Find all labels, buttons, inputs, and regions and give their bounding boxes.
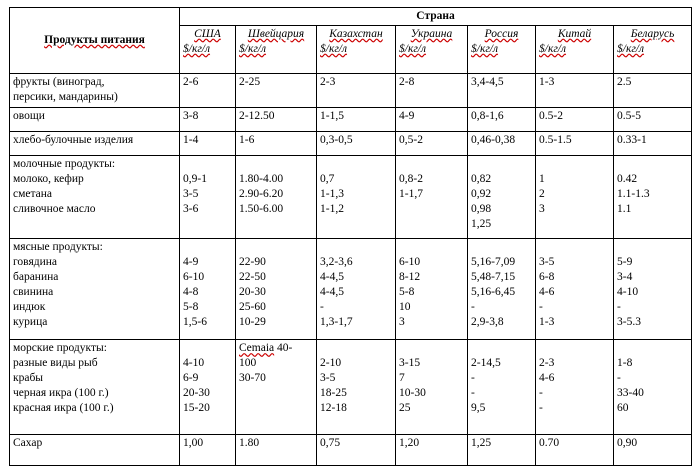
price-value: 7 [399,372,405,385]
price-cell-usa [180,239,236,340]
price-cell-ukraine [396,156,468,239]
price-value [539,157,610,172]
price-cell-belarus [614,108,692,132]
price-cell-china [536,340,614,435]
price-cell-switzerland [236,340,317,435]
price-value [617,157,688,172]
country-header-china [536,26,614,74]
product-name: овощи [13,110,45,123]
price-value: 0.42 [617,173,638,186]
price-value: 0.33-1 [617,134,647,147]
price-value: 2-10 [320,357,342,370]
price-value [399,157,464,172]
products-header: Продукты питания [10,8,180,74]
price-cell-usa [180,74,236,108]
product-name: морские продукты: [13,342,107,355]
price-cell-usa [180,434,236,465]
product-subitem: баранина [13,271,59,284]
price-value [471,240,532,255]
price-cell-russia [468,74,536,108]
price-cell-usa [180,132,236,156]
price-value: 0,98 [471,203,492,216]
price-value: 3-6 [183,203,199,216]
price-value: 1-3 [539,76,555,88]
price-value: 1 [539,173,545,186]
price-cell-russia [468,132,536,156]
product-subitem: черная икра (100 г.) [13,387,109,400]
price-cell-belarus [614,132,692,156]
price-value: 20-30 [183,387,210,400]
price-value [617,341,688,356]
price-cell-china [536,434,614,465]
price-value [239,157,313,172]
price-value: 1-3 [539,316,555,329]
price-value: 10 [399,301,411,314]
price-value: 3-8 [183,110,199,123]
price-value: 1.1-1.3 [617,188,650,201]
product-name: хлебо-булочные изделия [13,134,134,147]
price-value: - [617,301,621,314]
price-value: 3-5.3 [617,316,641,329]
product-subitem: разные виды рыб [13,357,98,370]
price-cell-ukraine [396,434,468,465]
price-value: 5,16-7,09 [471,256,516,269]
price-value: 9,5 [471,402,486,415]
price-value: Cemaia 40- [239,342,293,355]
price-cell-switzerland [236,108,317,132]
food-prices-table [9,7,692,466]
table-row-seafood [10,340,692,435]
price-value: 4-10 [617,286,639,299]
price-value: 3-5 [539,256,555,269]
price-value: 3,4-4,5 [471,76,504,88]
country-name: Россия [484,28,519,40]
price-value: 1,5-6 [183,316,207,329]
price-value: 4-9 [399,110,415,123]
price-value: 18-25 [320,387,347,400]
header-row-top [10,8,692,26]
price-unit: $/кг/л [399,43,427,55]
price-value: 1-1,3 [320,188,344,201]
price-value: 33-40 [617,387,644,400]
table-row-fruits [10,74,692,108]
price-cell-belarus [614,434,692,465]
price-cell-china [536,74,614,108]
country-name: США [194,28,221,40]
price-value: 8-12 [399,271,421,284]
price-cell-ukraine [396,340,468,435]
product-cell [10,434,180,465]
price-cell-china [536,108,614,132]
country-header-kazakhstan [317,26,396,74]
price-value: 1,3-1,7 [320,316,353,329]
price-value: 2-12.50 [239,110,275,123]
product-subitem: курица [13,316,48,329]
table-body [10,74,692,466]
price-value: 3-15 [399,357,421,370]
price-cell-belarus [614,340,692,435]
price-value: 1,25 [471,218,492,231]
price-value: 25 [399,402,411,415]
product-subitem: персики, мандарины) [13,91,118,103]
product-subitem: крабы [13,372,44,385]
price-value: 2 [539,188,545,201]
price-value: 0,3-0,5 [320,134,353,147]
price-value: 4-10 [183,357,205,370]
price-value: 0.5-2 [539,110,563,123]
price-value: - [539,387,543,400]
price-value: 6-10 [399,256,421,269]
country-header-belarus [614,26,692,74]
country-name: Беларусь [630,28,675,40]
price-cell-usa [180,156,236,239]
price-cell-kazakhstan [317,156,396,239]
country-name: Швейцария [247,28,305,40]
product-subitem: сметана [13,188,53,201]
price-value: 0,46-0,38 [471,134,516,147]
price-value [399,240,464,255]
price-value: - [471,387,475,400]
price-cell-china [536,156,614,239]
product-cell [10,156,180,239]
price-value: - [617,372,621,385]
table-row-vegetables [10,108,692,132]
price-value [320,157,392,172]
price-value: 6-8 [539,271,555,284]
price-value: 60 [617,402,629,415]
price-value: 5,16-6,45 [471,286,516,299]
price-value: 4-6 [539,286,555,299]
price-value: 4-8 [183,286,199,299]
price-cell-usa [180,108,236,132]
price-cell-ukraine [396,74,468,108]
price-value: 0,82 [471,173,492,186]
product-name: фрукты (виноград, [13,76,105,88]
price-value: 10-30 [399,387,426,400]
price-value: 25-60 [239,301,266,314]
price-unit: $/кг/л [183,43,211,55]
country-header-switzerland [236,26,317,74]
price-value: 2-3 [539,357,555,370]
price-value [183,240,232,255]
price-value: 1-6 [239,134,255,147]
price-value: 4-9 [183,256,199,269]
price-value: 5-9 [617,256,633,269]
price-cell-switzerland [236,239,317,340]
price-value: 3 [399,316,405,329]
price-cell-switzerland [236,74,317,108]
price-value: 3-5 [183,188,199,201]
price-cell-russia [468,108,536,132]
price-cell-ukraine [396,108,468,132]
price-cell-russia [468,434,536,465]
price-value: 0,90 [617,436,638,449]
price-value [617,240,688,255]
price-value: 1.80-4.00 [239,173,284,186]
price-value: 3 [539,203,545,216]
price-value: 5,48-7,15 [471,271,516,284]
country-header-ukraine [396,26,468,74]
price-cell-china [536,239,614,340]
price-value: 2-25 [239,76,261,88]
price-cell-russia [468,340,536,435]
price-value: 0.5-5 [617,110,641,123]
price-cell-kazakhstan [317,239,396,340]
product-name: мясные продукты: [13,241,103,254]
price-value: 2.90-6.20 [239,188,284,201]
product-cell [10,74,180,108]
price-cell-kazakhstan [317,74,396,108]
price-value [399,341,464,356]
product-name: Сахар [13,436,43,449]
price-value [471,157,532,172]
price-value: 0.70 [539,436,560,449]
price-unit: $/кг/л [617,43,645,55]
price-value: 1-8 [617,357,633,370]
price-value: 0,5-2 [399,134,423,147]
country-header: Страна [180,8,692,26]
price-value: 30-70 [239,372,266,385]
price-value: 4-4,5 [320,286,344,299]
price-value: 20-30 [239,286,266,299]
price-value: 10-29 [239,316,266,329]
price-cell-ukraine [396,132,468,156]
price-value [183,341,232,356]
price-value: 0,9-1 [183,173,207,186]
product-subitem: молоко, кефир [13,173,84,186]
price-unit: $/кг/л [539,43,567,55]
price-value: 6-10 [183,271,205,284]
price-value [320,341,392,356]
price-value [539,240,610,255]
price-unit: $/кг/л [471,43,499,55]
price-cell-ukraine [396,239,468,340]
price-cell-belarus [614,239,692,340]
price-value: 2-6 [183,76,199,88]
price-value: 1-1,7 [399,188,423,201]
price-cell-usa [180,340,236,435]
price-cell-kazakhstan [317,132,396,156]
country-name: Казахстан [329,28,383,40]
price-value: 2-14,5 [471,357,501,370]
table-row-dairy [10,156,692,239]
table-row-sugar [10,434,692,465]
price-value: 3-5 [320,372,336,385]
price-value: - [320,301,324,314]
price-value: 1.50-6.00 [239,203,284,216]
price-value: - [539,402,543,415]
price-value: 0,75 [320,436,341,449]
price-value [539,341,610,356]
price-cell-china [536,132,614,156]
table-row-bakery [10,132,692,156]
price-value: 5-8 [399,286,415,299]
product-cell [10,132,180,156]
price-cell-kazakhstan [317,108,396,132]
price-value: 1-1,5 [320,110,344,123]
price-cell-russia [468,239,536,340]
price-value: 0,7 [320,173,335,186]
price-value: 0,8-1,6 [471,110,504,123]
price-value: 100 [239,357,257,370]
price-value: 22-90 [239,256,266,269]
price-value: 4-6 [539,372,555,385]
price-value [320,240,392,255]
product-cell [10,108,180,132]
product-name: молочные продукты: [13,158,116,171]
price-value: 1-1,2 [320,203,344,216]
country-header-russia [468,26,536,74]
price-cell-switzerland [236,156,317,239]
price-value: 1-4 [183,134,199,147]
price-value: 6-9 [183,372,199,385]
price-cell-kazakhstan [317,340,396,435]
price-value: 12-18 [320,402,347,415]
price-value: - [471,301,475,314]
product-subitem: красная икра (100 г.) [13,402,114,415]
product-subitem: говядина [13,256,58,269]
price-value [239,240,313,255]
product-cell [10,340,180,435]
price-value: 1,00 [183,436,204,449]
price-cell-belarus [614,156,692,239]
price-cell-switzerland [236,132,317,156]
price-value: 0,92 [471,188,492,201]
price-value: 0,8-2 [399,173,423,186]
country-name: Украина [410,28,453,40]
product-subitem: индюк [13,301,46,314]
price-value: 5-8 [183,301,199,314]
price-value: 3,2-3,6 [320,256,353,269]
price-value: 22-50 [239,271,266,284]
price-value [399,202,464,217]
price-cell-kazakhstan [317,434,396,465]
price-value: 2-3 [320,76,336,88]
price-value: - [539,301,543,314]
price-value: 2-8 [399,76,415,88]
country-name: Китай [557,28,592,40]
price-value: 1,25 [471,436,492,449]
table-row-meat [10,239,692,340]
price-value: 15-20 [183,402,210,415]
product-subitem: сливочное масло [13,203,96,216]
price-value: 1.1 [617,203,632,216]
price-value: 4-4,5 [320,271,344,284]
product-subitem: свинина [13,286,54,299]
price-value: 2,9-3,8 [471,316,504,329]
price-value [471,341,532,356]
price-cell-russia [468,156,536,239]
price-value: 1.80 [239,436,260,449]
price-cell-belarus [614,74,692,108]
price-unit: $/кг/л [239,43,267,55]
price-value: 1,20 [399,436,420,449]
price-unit: $/кг/л [320,43,348,55]
price-value: 0.5-1.5 [539,134,572,147]
price-value [183,157,232,172]
country-header-usa [180,26,236,74]
price-cell-switzerland [236,434,317,465]
price-value: - [471,372,475,385]
price-value: 3-4 [617,271,633,284]
price-value: 2.5 [617,76,632,88]
product-cell [10,239,180,340]
